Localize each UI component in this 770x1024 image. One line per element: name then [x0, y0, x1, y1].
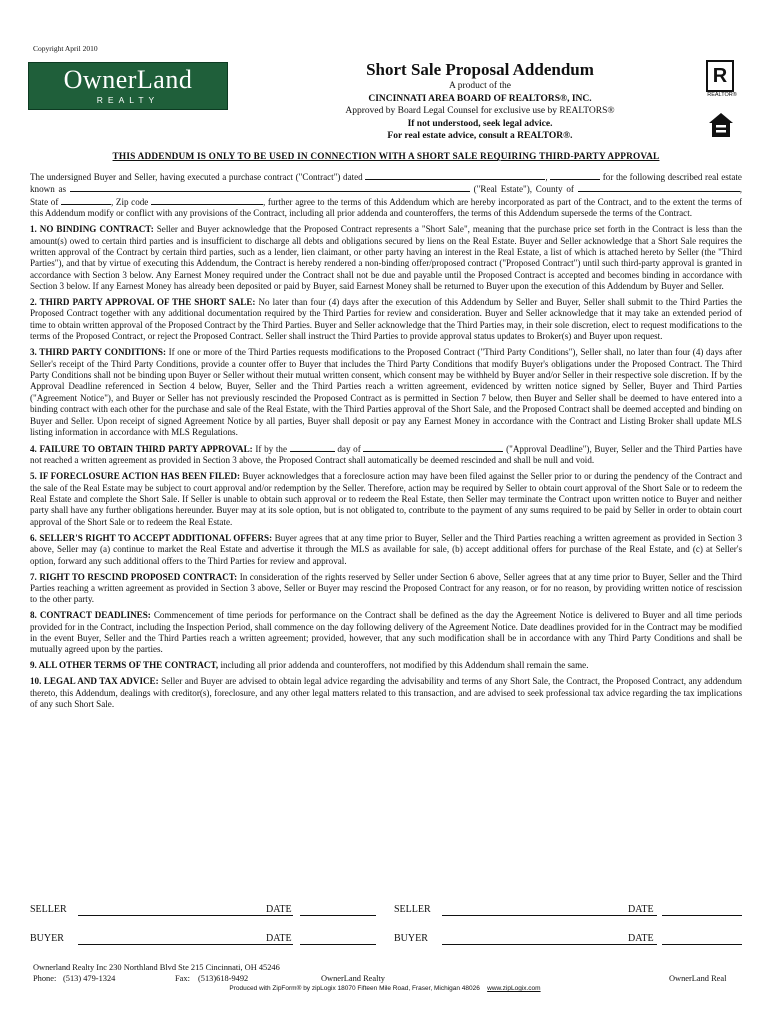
section-text: No later than four (4) days after the execution of this Addendum by Seller and Buyer, Seller shall submit to the Third Parties the Proposed Contract together with any additional documentation required by the Third Parties for review and consideration. Buyer and Seller acknowledge that it may take an extended period of time to obtain written approval of the Proposed Contract by the Third Parties. Buyer and Seller acknowledge that the Third Parties may, in their sole discretion, elect to request modifications to the terms of the Proposed Contract, or reject the Proposed Contract. Seller shall instruct the Third Parties to provide approval status updates to Broker(s) and Buyer upon request. — [30, 297, 742, 342]
seller-date-line-2[interactable] — [662, 915, 742, 916]
intro-text: , State of — [30, 184, 742, 207]
equal-housing-icon — [708, 112, 734, 138]
produced-text: Produced with ZipForm® by zipLogix 18070 Fifteen Mile Road, Fraser, Michigan 48026 — [229, 985, 480, 992]
product-of-line: A product of the — [448, 81, 511, 91]
buyer-signature-line-2[interactable] — [442, 944, 657, 945]
realtor-logo-caption: REALTOR® — [707, 92, 737, 98]
approval-deadline-day-field[interactable] — [290, 443, 335, 452]
intro-text: , further agree to the terms of this Addendum which are hereby incorporated as part of the Contract, and to the extent the terms of this Addendum modify or conflict with any provisions of the Contract, including all prior addenda and counteroffers, the terms of this Addendum supersede the terms of the Contract. — [30, 196, 742, 219]
approval-line: Approved by Board Legal Counsel for exclusive use by REALTORS® — [345, 106, 615, 116]
board-name: CINCINNATI AREA BOARD OF REALTORS®, INC. — [368, 93, 592, 104]
form-header — [280, 60, 680, 143]
date-label: DATE — [628, 904, 654, 915]
buyer-label: BUYER — [30, 933, 64, 944]
section-text: Seller and Buyer are advised to obtain legal advice regarding the advisability and terms of any Short Sale, the Contract, the Proposed Contract, any addendum thereto, this Addendum, dealings with creditor(s), foreclosure, and any other legal matters related to this transaction, and are advised to seek professional tax advice regarding the tax implications of any such Short Sale. — [30, 676, 742, 710]
ownerland-logo — [28, 62, 228, 110]
section-heading: 8. CONTRACT DEADLINES: — [30, 610, 151, 621]
phone-number: (513) 479-1324 — [63, 974, 116, 983]
state-field[interactable] — [61, 196, 111, 205]
phone-label: Phone: — [33, 974, 57, 983]
section-3 — [30, 347, 742, 438]
section-text: Commencement of time periods for performance on the Contract shall be defined as the day the Agreement Notice is delivered to Buyer and all time periods provided for in the Contract, including the Inspection Period, shall commence on the day following delivery of the Agreement Notice. Date deadlines provided for in the Contract may be modified in the event Buyer, Seller and the Third Parties reach a written agreement; provided, however, that any such modification shall be in accordance with any Third Party Conditions and shall be mutually agreed upon by the parties. — [30, 610, 742, 655]
buyer-signature-line-1[interactable] — [78, 944, 293, 945]
section-heading: 6. SELLER'S RIGHT TO ACCEPT ADDITIONAL OFFERS: — [30, 532, 273, 543]
logo-subtitle: REALTY — [96, 95, 160, 105]
section-4 — [30, 443, 742, 467]
produced-line — [0, 985, 770, 992]
section-1 — [30, 224, 742, 292]
section-heading: 4. FAILURE TO OBTAIN THIRD PARTY APPROVAL: — [30, 443, 253, 454]
section-text: Buyer agrees that at any time prior to Buyer, Seller and the Third Parties reaching a written agreement as provided in Section 3 above, Seller may (a) continue to market the Real Estate and advertise it through the MLS as available for sale, (b) accept additional offers for purchase of the Real Estate, and (c) at Seller's option, forward any such additional offers to the Third Parties for review and approval. — [30, 532, 743, 566]
realtor-advice: For real estate advice, consult a REALTOR®. — [387, 131, 573, 141]
section-text: Buyer acknowledges that a foreclosure action may have been filed against the Seller prior to or during the pendency of the Contract and the sale of the Real Estate may be subject to court approval and/or redemption by the Seller. Therefore, action may be required by Seller to obtain court approval of the Short Sale or to redeem the Real Estate and complete the Short Sale. If Seller is unable to obtain such approval or to redeem the Real Estate, then Seller may terminate the Contract upon written notice to Buyer and neither party shall have any further obligations hereunder. Buyer may at its sole option, but is not obligated to, contribute to the payment of any sums required to be paid by Seller in order to obtain court approval of the Short Sale or to redeem the Real Estate. — [30, 471, 742, 527]
right-footer-label: OwnerLand Real — [669, 974, 727, 983]
intro-paragraph — [30, 171, 742, 220]
seller-label: SELLER — [30, 904, 67, 915]
intro-comma: , — [545, 172, 548, 182]
realtor-logo-icon: R — [706, 60, 734, 92]
section-9 — [30, 660, 742, 671]
buyer-date-line-2[interactable] — [662, 944, 742, 945]
addendum-banner: THIS ADDENDUM IS ONLY TO BE USED IN CONNECTION WITH A SHORT SALE REQUIRING THIRD-PARTY APPROVAL — [112, 152, 660, 162]
county-field[interactable] — [578, 183, 740, 192]
date-label: DATE — [628, 933, 654, 944]
section-heading: 2. THIRD PARTY APPROVAL OF THE SHORT SALE: — [30, 297, 256, 308]
company-name: OwnerLand Realty — [321, 974, 385, 983]
real-estate-address-field[interactable] — [70, 183, 470, 192]
section-5 — [30, 471, 742, 528]
seller-signature-line-2[interactable] — [442, 915, 657, 916]
approval-deadline-month-field[interactable] — [363, 443, 503, 452]
section-heading: 10. LEGAL AND TAX ADVICE: — [30, 676, 159, 687]
copyright-note: Copyright April 2010 — [33, 44, 98, 53]
brokerage-address: Ownerland Realty Inc 230 Northland Blvd Ste 215 Cincinnati, OH 45246 — [33, 963, 280, 972]
section-text: ("Approval Deadline"), Buyer, Seller and the Third Parties have not reached a written agreement as provided in Section 3 above, the Proposed Contract shall automatically be deemed rescinded and shall be null and void. — [30, 443, 743, 466]
section-heading: 7. RIGHT TO RESCIND PROPOSED CONTRACT: — [30, 571, 238, 582]
section-text: In consideration of the rights reserved by Seller under Section 6 above, Seller agrees that at any time prior to Buyer, Seller and the Third Parties reaching a written agreement as provided in Section 3 above, Seller or Buyer may rescind the Proposed Contract for any reason, or for no reason, by providing written notice of rescission to the other party. — [30, 571, 742, 605]
section-text: day of — [337, 443, 361, 454]
section-text: If one or more of the Third Parties requests modifications to the Proposed Contract ("Third Party Conditions"), Seller shall, no later than four (4) days after Seller's receipt of the Third Party Conditions, provide a counter offer to Buyer that includes the Third Party Conditions that modify Buyer's obligations under the Proposed Contract. The Third Party Conditions shall not be binding upon Buyer or Seller without their mutual written consent, which consent may be withheld by Buyer and/or Seller in their respective sole discretion. If by the Approval Deadline referenced in Section 4 below, Buyer, Seller and the Third Parties reach a written agreement, evidenced by written notice signed by Seller, Buyer and Third Parties ("Agreement Notice"), and Buyer or Seller has not previously rescinded the Proposed Contract as is permitted in Section 7 below, then Buyer and Seller shall be deemed to have entered into a binding contract with each other for the purchase and sale of the Real Estate, with the Third Parties approval of the Short Sale, and the Proposed Contract shall be deemed accepted and binding on Buyer and Seller. Upon receipt of signed Agreement Notice by all parties, Buyer shall deposit or pay any Earnest Money in accordance with the Contract and Listing Broker shall update MLS listing information in accordance with MLS Regulations. — [30, 347, 742, 438]
seller-label: SELLER — [394, 904, 431, 915]
seller-signature-line-1[interactable] — [78, 915, 293, 916]
intro-text: The undersigned Buyer and Seller, having executed a purchase contract ("Contract") dated — [30, 172, 363, 182]
contract-year-field[interactable] — [550, 171, 600, 180]
date-label: DATE — [266, 904, 292, 915]
intro-text: for the following described real estate known as — [30, 172, 742, 195]
section-heading: 3. THIRD PARTY CONDITIONS: — [30, 347, 166, 358]
date-label: DATE — [266, 933, 292, 944]
buyer-label: BUYER — [394, 933, 428, 944]
legal-warning: If not understood, seek legal advice. — [407, 118, 553, 129]
intro-text: ("Real Estate"), County of — [473, 184, 574, 195]
zip-code-field[interactable] — [151, 196, 263, 205]
section-8 — [30, 610, 742, 656]
section-text: including all prior addenda and counteroffers, not modified by this Addendum shall remain the same. — [220, 660, 589, 671]
fax-label: Fax: — [175, 974, 190, 983]
section-heading: 1. NO BINDING CONTRACT: — [30, 224, 154, 235]
ziplogix-link[interactable]: www.zipLogix.com — [487, 985, 541, 992]
section-2 — [30, 297, 742, 343]
intro-text: , Zip code — [111, 196, 149, 207]
seller-date-line-1[interactable] — [300, 915, 376, 916]
buyer-date-line-1[interactable] — [300, 944, 376, 945]
footer — [33, 962, 745, 984]
section-text: If by the — [255, 443, 287, 454]
footer-contact-row — [33, 973, 745, 984]
form-title: Short Sale Proposal Addendum — [366, 60, 594, 79]
section-7 — [30, 572, 742, 606]
section-10 — [30, 676, 742, 710]
section-6 — [30, 533, 742, 567]
fax-number: (513)618-9492 — [198, 974, 249, 983]
addendum-body — [30, 171, 742, 715]
section-heading: 5. IF FORECLOSURE ACTION HAS BEEN FILED: — [30, 471, 240, 482]
contract-date-field[interactable] — [365, 171, 548, 182]
logo-name: OwnerLand — [63, 65, 193, 94]
section-heading: 9. ALL OTHER TERMS OF THE CONTRACT, — [30, 660, 219, 671]
section-text: Seller and Buyer acknowledge that the Proposed Contract represents a "Short Sale", meaning that the purchase price set forth in the Contract is less than the amount(s) owed to certain third parties and is insufficient to discharge all debts and obligations secured by liens on the Real Estate. Buyer and Seller acknowledge that a Short Sale requires the written approval of the Contract by certain third parties, such as a lender, lien claimant, or other party having an interest in the Real Estate, a list of which is attached hereto by Seller (the "Third Parties"), and that by virtue of executing this Addendum, the Contract is hereby rendered a non-binding offer/proposed contract ("Proposed Contract") until such third-party approval is granted in accordance with Section 3 below. Any Earnest Money required under the Contract shall not be due and payable until the Proposed Contract is accepted and becomes binding in accordance with Section 3 below. If any Earnest Money has already been deposited or paid by Buyer, said Earnest Money shall be returned to Buyer upon the execution of this Addendum by Buyer and Seller. — [30, 224, 742, 292]
